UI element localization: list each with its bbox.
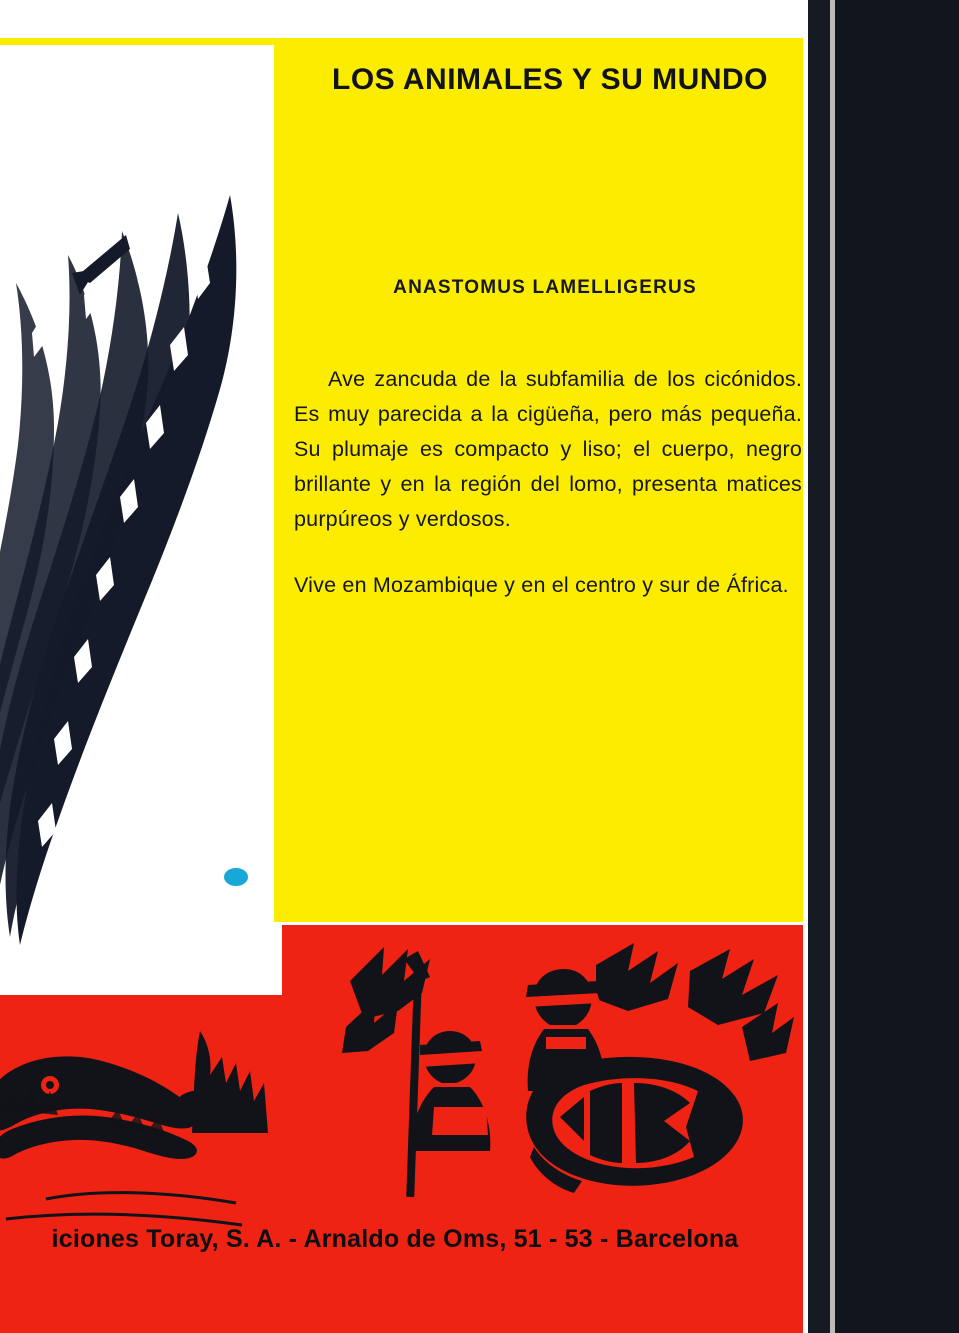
hunters-with-turtle-illustration <box>338 941 798 1241</box>
description-paragraph-2: Vive en Mozambique y en el centro y sur de África. <box>294 573 789 597</box>
publisher-imprint: iciones Toray, S. A. - Arnaldo de Oms, 51 - 53 - Barcelona <box>51 1225 739 1253</box>
red-panel-right <box>282 925 803 1333</box>
paragraph-1-text: Ave zancuda de la subfamilia de los cicónidos. Es muy parecida a la cigüeña, pero más pequeña. Su plumaje es compacto y liso; el cuerpo, negro brillante y en la región del lomo, presenta matices purpúreos y verdosos. <box>294 367 802 531</box>
top-white-margin <box>0 0 808 38</box>
page-title: LOS ANIMALES Y SU MUNDO <box>332 63 768 96</box>
species-name: ANASTOMUS LAMELLIGERUS <box>393 277 697 298</box>
red-panel-left <box>0 995 284 1333</box>
description-paragraph-1 <box>294 362 802 537</box>
crocodile-illustration <box>0 1013 270 1253</box>
scan-gutter-dark <box>835 0 959 1333</box>
bird-plumage-illustration <box>0 45 274 995</box>
scan-edge-shadow <box>808 0 830 1333</box>
